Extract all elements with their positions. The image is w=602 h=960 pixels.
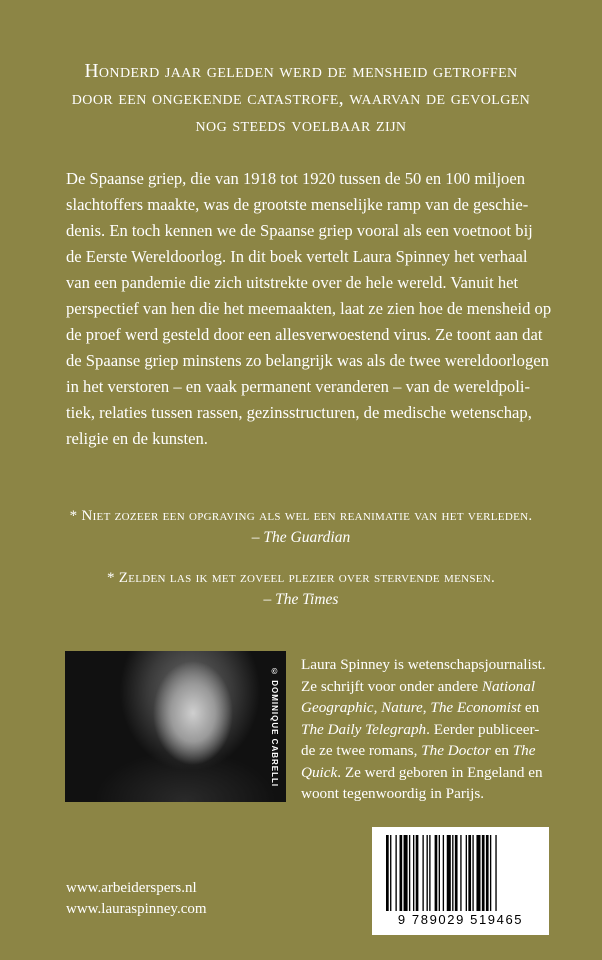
blurb-line: de Spaanse griep minstens zo belangrijk was als de twee wereldoorlogen bbox=[66, 351, 549, 370]
publisher-url[interactable]: www.arbeiderspers.nl bbox=[66, 880, 197, 896]
blurb-line: de Eerste Wereldoorlog. In dit boek vertelt Laura Spinney het verhaal bbox=[66, 247, 528, 266]
blurb-line: tiek, relaties tussen rassen, gezinsstructuren, de medische wetenschap, bbox=[66, 403, 532, 422]
back-cover-headline bbox=[0, 58, 602, 139]
blurb-line: religie en de kunsten. bbox=[66, 429, 208, 448]
author-url[interactable]: www.lauraspinney.com bbox=[66, 901, 207, 917]
headline-line: nog steeds voelbaar zijn bbox=[195, 115, 407, 136]
photo-credit: © DOMINIQUE CABRELLI bbox=[270, 666, 279, 788]
blurb-line: slachtoffers maakte, was de grootste menselijke ramp van de geschie- bbox=[66, 195, 529, 214]
blurb-paragraph bbox=[66, 166, 552, 452]
headline-line: door een ongekende catastrofe, waarvan de gevolgen bbox=[71, 88, 531, 109]
quote-source-name: The Times bbox=[275, 591, 339, 608]
blurb-line: van een pandemie die zich uitstrekte over de hele wereld. Vanuit het bbox=[66, 273, 519, 292]
isbn-barcode bbox=[372, 827, 549, 935]
review-quote-guardian bbox=[0, 506, 602, 548]
isbn-number: 9 789029 519465 bbox=[397, 912, 524, 927]
quote-source: – The Times bbox=[263, 591, 339, 608]
publisher-urls bbox=[66, 878, 207, 920]
blurb-line: De Spaanse griep, die van 1918 tot 1920 tussen de 50 en 100 miljoen bbox=[66, 169, 526, 188]
blurb-line: denis. En toch kennen we de Spaanse griep vooral als een voetnoot bij bbox=[66, 221, 533, 240]
review-quote-times bbox=[0, 568, 602, 610]
blurb-line: perspectief van hen die het meemaakten, laat ze zien hoe de mensheid op bbox=[66, 299, 552, 318]
quote-text: * Zelden las ik met zoveel plezier over stervende mensen. bbox=[106, 570, 496, 586]
headline-line: Honderd jaar geleden werd de mensheid getroffen bbox=[84, 61, 518, 82]
quote-text: * Niet zozeer een opgraving als wel een reanimatie van het verleden. bbox=[69, 508, 533, 524]
quote-source: – The Guardian bbox=[251, 529, 351, 546]
quote-source-name: The Guardian bbox=[263, 529, 351, 546]
barcode-bars bbox=[384, 835, 537, 911]
author-bio: Laura Spinney is wetenschapsjournalist. Ze schrijft voor onder andere National Geographic, Nature, The Economist en The Daily Telegraph. Eerder publiceer- de ze twee romans, The Doctor en The Quick. Ze werd geboren in Engeland en woont tegenwoordig in Parijs. bbox=[301, 656, 546, 802]
author-photo bbox=[65, 651, 286, 802]
blurb-line: de proef werd gesteld door een allesverwoestend virus. Ze toont aan dat bbox=[66, 325, 543, 344]
blurb-line: in het verstoren – en vaak permanent veranderen – van de wereldpoli- bbox=[66, 377, 530, 396]
